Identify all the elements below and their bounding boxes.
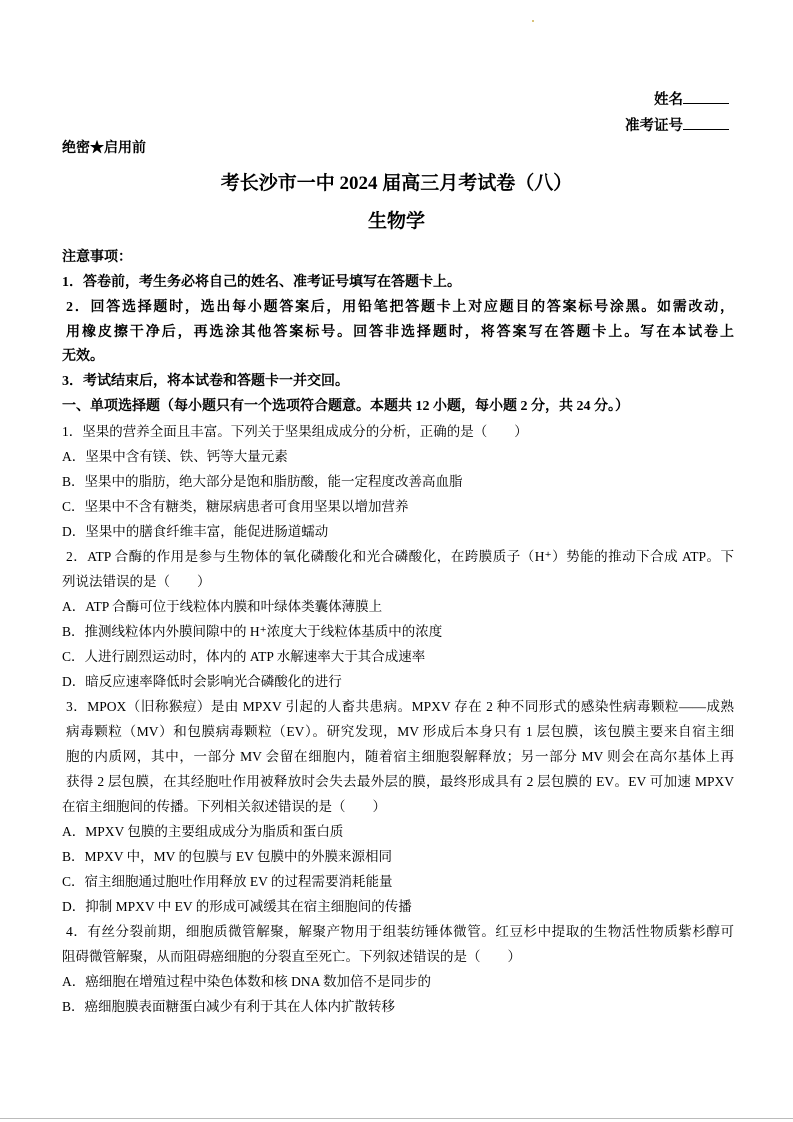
question-text: 2．ATP 合酶的作用是参与生物体的氧化磷酸化和光合磷酸化，在跨膜质子（H⁺）势能的推动下合成 ATP。下 [66,549,734,564]
notice-line: 无效。 [62,349,104,364]
notice-line: 2．回答选择题时，选出每小题答案后，用铅笔把答题卡上对应题目的答案标号涂黑。如需改动， [66,300,734,315]
answer-option: A．癌细胞在增殖过程中染色体数和核 DNA 数加倍不是同步的 [62,974,432,989]
question-text: 胞的内质网，其中，一部分 MV 会留在细胞内，随着宿主细胞裂解释放；另一部分 MV 则会在高尔基体上再 [66,749,734,764]
answer-option: D．抑制 MPXV 中 EV 的形成可减缓其在宿主细胞间的传播 [62,899,412,914]
answer-option: B．MPXV 中，MV 的包膜与 EV 包膜中的外膜来源相同 [62,849,393,864]
answer-option: A．ATP 合酶可位于线粒体内膜和叶绿体类囊体薄膜上 [62,599,383,614]
question-text: 获得 2 层包膜，在其经胞吐作用被释放时会失去最外层的膜，最终形成具有 2 层包膜的 EV。EV 可加速 MPXV [66,774,734,789]
answer-option: C．宿主细胞通过胞吐作用释放 EV 的过程需要消耗能量 [62,874,393,889]
notice-heading: 注意事项： [62,250,132,265]
confidential-mark: 绝密★启用前 [62,141,146,156]
question-text: 病毒颗粒（MV）和包膜病毒颗粒（EV）。研究发现，MV 形成后本身只有 1 层包膜，该包膜主要来自宿主细 [66,724,734,739]
section-heading: 一、单项选择题（每小题只有一个选项符合题意。本题共 12 小题，每小题 2 分，共 24 分。） [62,399,629,414]
notice-line: 用橡皮擦干净后，再选涂其他答案标号。回答非选择题时，将答案写在答题卡上。写在本试卷上 [66,325,734,340]
answer-option: D．坚果中的膳食纤维丰富，能促进肠道蠕动 [62,524,329,539]
speck [532,20,534,22]
answer-option: B．癌细胞膜表面糖蛋白减少有利于其在人体内扩散转移 [62,999,396,1014]
answer-option: B．推测线粒体内外膜间隙中的 H⁺浓度大于线粒体基质中的浓度 [62,624,443,639]
answer-option: D．暗反应速率降低时会影响光合磷酸化的进行 [62,674,342,689]
answer-option: A．MPXV 包膜的主要组成成分为脂质和蛋白质 [62,824,344,839]
exam-id-blank[interactable] [683,115,729,130]
exam-id-label: 准考证号 [625,118,683,134]
question-text: 列说法错误的是（ ） [62,574,211,589]
page-bottom-rule [0,1118,793,1119]
answer-option: C．人进行剧烈运动时，体内的 ATP 水解速率大于其合成速率 [62,649,426,664]
question-text: 1．坚果的营养全面且丰富。下列关于坚果组成成分的分析，正确的是（ ） [62,424,528,439]
question-text: 阻碍微管解聚，从而阻碍癌细胞的分裂直至死亡。下列叙述错误的是（ ） [62,949,521,964]
notice-line: 1．答卷前，考生务必将自己的姓名、准考证号填写在答题卡上。 [62,275,461,290]
notice-line: 3．考试结束后，将本试卷和答题卡一并交回。 [62,374,349,389]
answer-option: C．坚果中不含有糖类，糖尿病患者可食用坚果以增加营养 [62,499,409,514]
exam-title: 考长沙市一中 2024 届高三月考试卷（八） [220,173,573,194]
question-text: 4．有丝分裂前期，细胞质微管解聚，解聚产物用于组装纺锤体微管。红豆杉中提取的生物活性物质紫杉醇可 [66,924,734,939]
exam-id-field[interactable] [625,114,729,135]
question-text: 在宿主细胞间的传播。下列相关叙述错误的是（ ） [62,799,386,814]
subject-title: 生物学 [367,211,425,232]
name-blank[interactable] [683,89,729,104]
name-field[interactable] [654,88,729,109]
question-text: 3．MPOX（旧称猴痘）是由 MPXV 引起的人畜共患病。MPXV 存在 2 种不同形式的感染性病毒颗粒——成熟 [66,699,734,714]
answer-option: B．坚果中的脂肪，绝大部分是饱和脂肪酸，能一定程度改善高血脂 [62,474,463,489]
answer-option: A．坚果中含有镁、铁、钙等大量元素 [62,449,288,464]
name-label: 姓名 [654,92,683,108]
